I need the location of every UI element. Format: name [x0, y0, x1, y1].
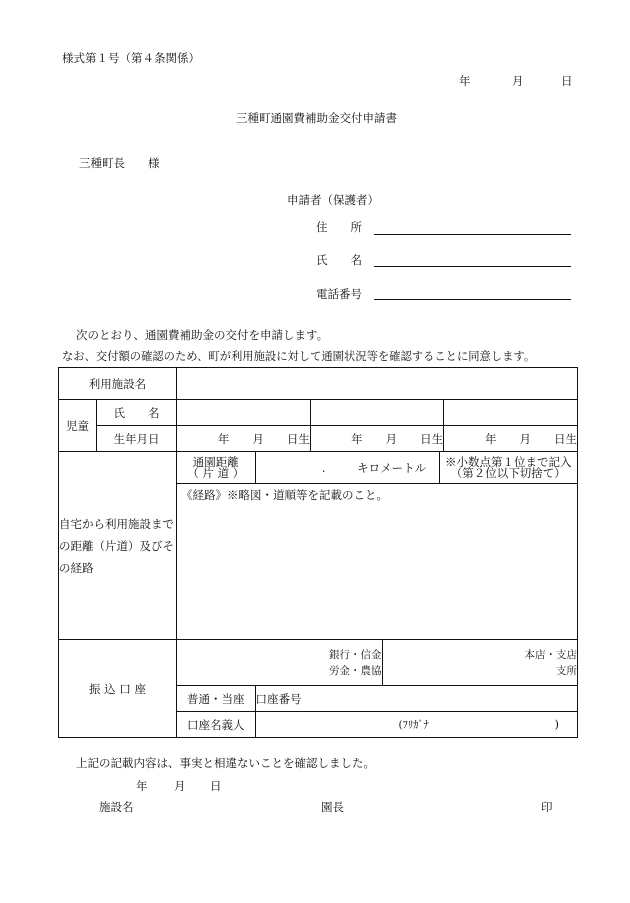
birthdate-label-cell	[97, 426, 177, 452]
intro-line-2: なお、交付額の確認のため、町が利用施設に対して通園状況等を確認することに同意します。	[62, 350, 536, 363]
transfer-label-cell	[59, 640, 177, 738]
distance-sub-label: （ 片 道 ）	[187, 465, 245, 480]
branch-type-1: 本店・支店	[524, 648, 577, 661]
distance-label-cell	[177, 452, 255, 483]
account-number-input[interactable]	[255, 686, 577, 711]
document-title: 三種町通園費補助金交付申請書	[236, 111, 397, 125]
birthdate-input-2[interactable]	[310, 426, 443, 451]
applicant-heading: 申請者（保護者）	[287, 193, 379, 207]
route-note: 《経路》※略図・道順等を記載のこと。	[181, 488, 388, 502]
transfer-label: 振 込 口 座	[89, 681, 146, 696]
birthdate-label: 生年月日	[113, 431, 160, 446]
furigana-open: (ﾌﾘｶﾞﾅ	[398, 719, 429, 731]
addressee: 三種町長 様	[79, 156, 160, 170]
header-date-year: 年	[459, 74, 471, 88]
birthdate-input-1[interactable]	[177, 426, 310, 451]
confirmation-text: 上記の記載内容は、事実と相違ないことを確認しました。	[76, 756, 375, 770]
child-name-input-1[interactable]	[177, 400, 310, 425]
account-holder-input[interactable]	[255, 712, 577, 737]
furigana-close: )	[554, 717, 560, 731]
distance-label: 通園距離	[192, 454, 239, 469]
phone-field[interactable]	[374, 299, 571, 300]
name-label: 氏 名	[316, 253, 362, 267]
distance-input[interactable]	[255, 452, 439, 483]
phone-label: 電話番号	[316, 287, 362, 301]
account-type-cell[interactable]	[177, 686, 255, 711]
child-name-input-3[interactable]	[444, 400, 577, 425]
birthdate-value: 年 月 日生	[485, 431, 577, 446]
footer-date-month: 月	[174, 779, 186, 793]
birthdate-value: 年 月 日生	[351, 431, 444, 446]
facility-label-cell	[59, 368, 177, 400]
name-field[interactable]	[374, 266, 571, 267]
footer-date-year: 年	[136, 779, 148, 793]
account-number-label: 口座番号	[255, 691, 302, 706]
child-name-label-cell	[97, 400, 177, 426]
decimal-note-2: （第２位以下切捨て）	[450, 465, 566, 480]
form-number: 様式第１号（第４条関係）	[62, 51, 200, 65]
decimal-point: .	[321, 460, 326, 475]
account-holder-label: 口座名義人	[187, 717, 245, 732]
branch-name-input[interactable]	[382, 640, 577, 685]
route-area[interactable]	[177, 484, 578, 640]
account-holder-label-cell	[177, 712, 255, 737]
facility-name-label: 施設名	[99, 800, 134, 814]
distance-section-label-cell	[59, 452, 177, 640]
application-table	[58, 367, 578, 738]
bank-type-2: 労金・農協	[329, 664, 382, 677]
address-field[interactable]	[374, 234, 571, 235]
header-date-month: 月	[512, 74, 524, 88]
distance-section-label: 自宅から利用施設までの距離（片道）及びその経路	[59, 516, 174, 575]
decimal-note-cell	[439, 452, 577, 483]
footer-date-day: 日	[210, 779, 222, 793]
director-label: 園長	[321, 800, 344, 814]
seal-mark: 印	[541, 800, 553, 814]
intro-line-1: 次のとおり、通園費補助金の交付を申請します。	[76, 328, 329, 342]
child-name-label: 氏 名	[113, 405, 160, 420]
facility-input[interactable]	[177, 368, 578, 400]
header-date-day: 日	[561, 74, 573, 88]
birthdate-value: 年 月 日生	[217, 431, 310, 446]
decimal-note-1: ※小数点第１位まで記入	[445, 454, 572, 469]
account-type: 普通・当座	[187, 691, 245, 706]
facility-label: 利用施設名	[88, 376, 147, 391]
birthdate-input-3[interactable]	[444, 426, 577, 451]
km-unit: キロメートル	[357, 460, 427, 475]
child-label: 児童	[66, 418, 89, 433]
child-label-cell	[59, 400, 97, 452]
branch-type-2: 支所	[556, 664, 577, 677]
address-label: 住 所	[316, 220, 362, 234]
child-name-input-2[interactable]	[310, 400, 443, 425]
bank-type-1: 銀行・信金	[329, 648, 382, 661]
bank-name-input[interactable]	[177, 640, 382, 685]
